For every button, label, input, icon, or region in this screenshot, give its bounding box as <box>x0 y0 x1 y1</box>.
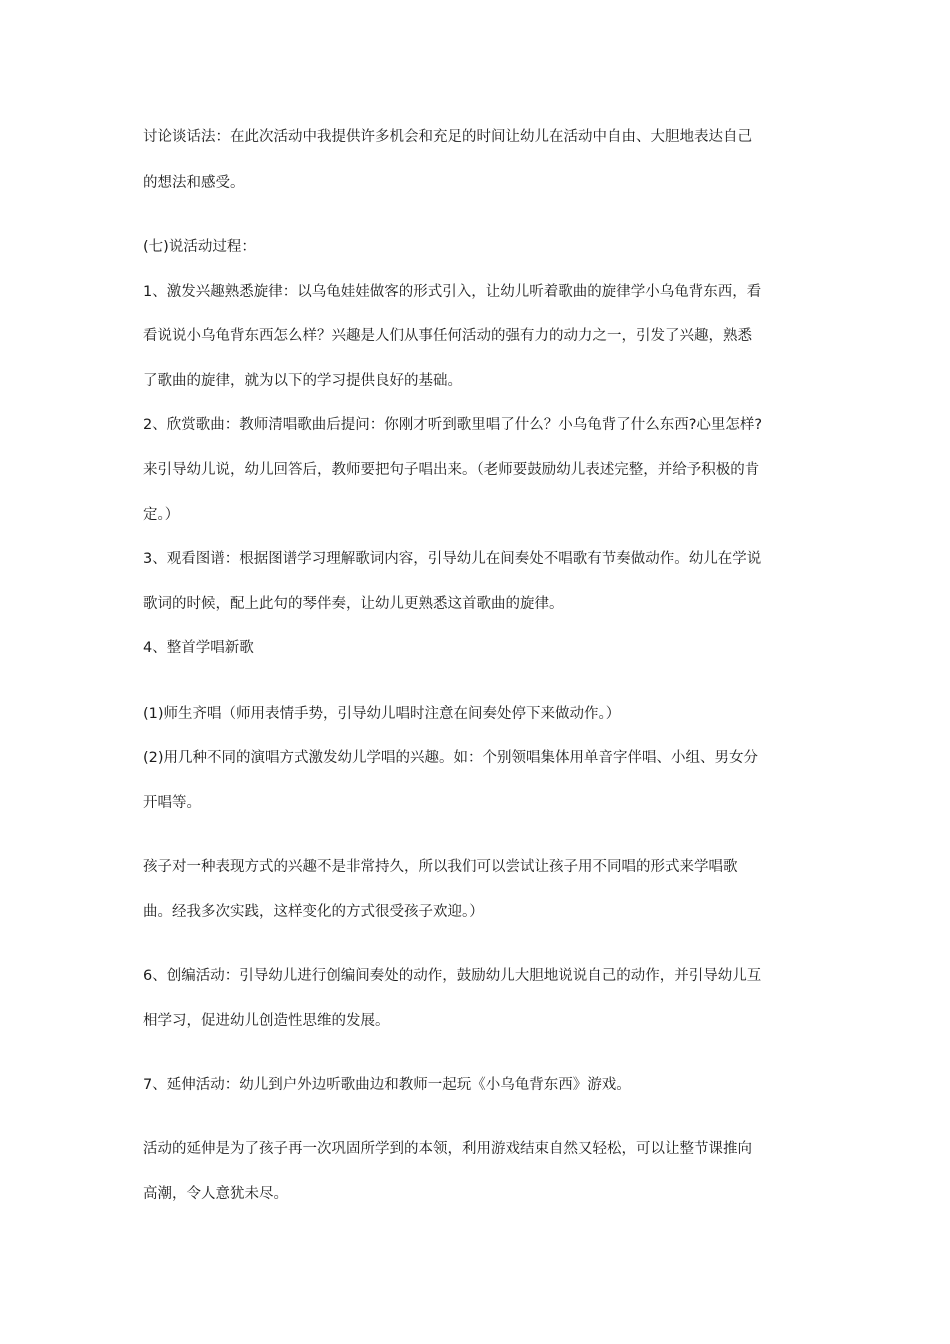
section-heading: (七)说活动过程： <box>143 239 256 255</box>
text-line: 了歌曲的旋律，就为以下的学习提供良好的基础。 <box>143 373 462 389</box>
text-line: 相学习，促进幼儿创造性思维的发展。 <box>143 1013 390 1029</box>
text-line: 6、创编活动：引导幼儿进行创编间奏处的动作，鼓励幼儿大胆地说说自己的动作，并引导幼儿互 <box>143 968 762 984</box>
text-line: 3、观看图谱：根据图谱学习理解歌词内容，引导幼儿在间奏处不唱歌有节奏做动作。幼儿在学说 <box>143 551 762 567</box>
text-line: 活动的延伸是为了孩子再一次巩固所学到的本领，利用游戏结束自然又轻松，可以让整节课推向 <box>143 1141 752 1157</box>
text-line: 高潮，令人意犹未尽。 <box>143 1186 288 1202</box>
text-line: 曲。经我多次实践，这样变化的方式很受孩子欢迎。） <box>143 904 484 920</box>
text-line: 孩子对一种表现方式的兴趣不是非常持久，所以我们可以尝试让孩子用不同唱的形式来学唱歌 <box>143 859 738 875</box>
text-line: 4、整首学唱新歌 <box>143 640 254 656</box>
text-line: (1)师生齐唱（师用表情手势，引导幼儿唱时注意在间奏处停下来做动作。） <box>143 706 621 722</box>
text-line: 歌词的时候，配上此句的琴伴奏，让幼儿更熟悉这首歌曲的旋律。 <box>143 596 564 612</box>
text-line: 的想法和感受。 <box>143 175 245 191</box>
text-line: 开唱等。 <box>143 795 201 811</box>
text-line: (2)用几种不同的演唱方式激发幼儿学唱的兴趣。如：个别领唱集体用单音字伴唱、小组、男女分 <box>143 750 759 766</box>
text-line: 定。） <box>143 507 180 523</box>
text-line: 讨论谈话法：在此次活动中我提供许多机会和充足的时间让幼儿在活动中自由、大胆地表达自己 <box>143 129 752 145</box>
text-line: 看说说小乌龟背东西怎么样？兴趣是人们从事任何活动的强有力的动力之一，引发了兴趣，熟悉 <box>143 328 752 344</box>
text-line: 来引导幼儿说，幼儿回答后，教师要把句子唱出来。（老师要鼓励幼儿表述完整，并给予积极的肯 <box>143 462 760 478</box>
text-line: 2、欣赏歌曲：教师清唱歌曲后提问：你刚才听到歌里唱了什么？小乌龟背了什么东西?心里怎样? <box>143 417 763 433</box>
text-line: 7、延伸活动：幼儿到户外边听歌曲边和教师一起玩《小乌龟背东西》游戏。 <box>143 1077 631 1093</box>
text-line: 1、激发兴趣熟悉旋律：以乌龟娃娃做客的形式引入，让幼儿听着歌曲的旋律学小乌龟背东西，看 <box>143 284 762 300</box>
